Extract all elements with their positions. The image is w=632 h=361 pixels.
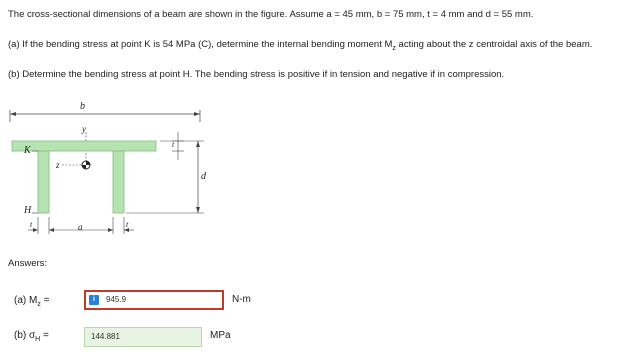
label-t-right: t [126,220,129,229]
answer-b-value: 144.881 [91,332,120,341]
label-H: H [24,205,32,216]
label-z: z [56,160,60,170]
right-web [113,151,124,213]
answer-b-unit: MPa [210,330,231,341]
problem-intro: The cross-sectional dimensions of a beam are shown in the figure. Assume a = 45 mm, b = 75 mm, t = 4 mm and d = 55 mm. [8,9,534,20]
label-y: y [82,124,86,134]
answer-a-input[interactable] [84,290,224,310]
problem-part-a: (a) If the bending stress at point K is 54 MPa (C), determine the internal bending moment $M_z$ acting about the z centroidal axis of the beam. [8,39,593,52]
answer-a-unit: N-m [232,294,251,305]
label-b: b [80,101,85,112]
answer-b-input[interactable] [84,327,202,347]
label-a: a [78,222,83,232]
info-icon[interactable]: i [89,295,99,305]
answer-a-label: (a) $M_z$ = [14,295,50,308]
label-K: K [24,145,31,156]
left-web [38,151,49,213]
beam-cross-section-figure [0,92,240,252]
label-t-top: t [172,140,175,149]
answer-a-value: 945.9 [106,295,127,304]
label-t-left: t [30,220,33,229]
problem-part-b: (b) Determine the bending stress at point H. The bending stress is positive if in tension and negative if in compression. [8,69,505,80]
label-d: d [201,171,206,182]
answer-b-label: (b) $\sigma_H$ = [14,330,49,343]
flange [12,141,156,151]
answers-heading: Answers: [8,258,48,269]
